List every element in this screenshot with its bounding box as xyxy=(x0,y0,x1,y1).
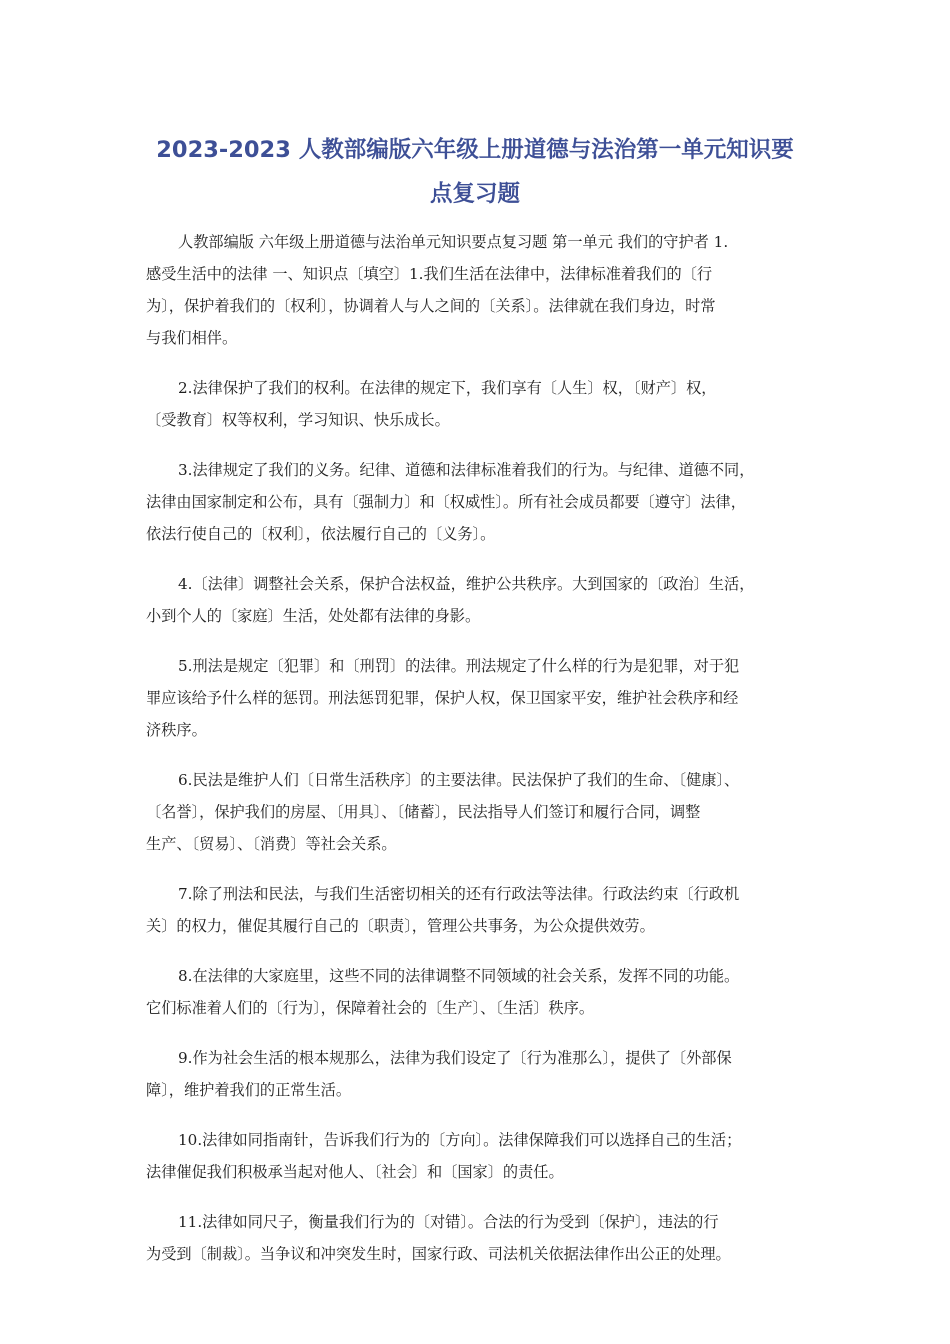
paragraph-line: 法律催促我们积极承当起对他人、〔社会〕和〔国家〕的责任。 xyxy=(146,1163,564,1181)
paragraph-line: 5.刑法是规定〔犯罪〕和〔刑罚〕的法律。刑法规定了什么样的行为是犯罪，对于犯 xyxy=(178,657,740,675)
paragraph-line: 感受生活中的法律 一、知识点〔填空〕1.我们生活在法律中，法律标准着我们的〔行 xyxy=(146,265,713,283)
paragraph xyxy=(146,226,808,354)
paragraph-line: 3.法律规定了我们的义务。纪律、道德和法律标准着我们的行为。与纪律、道德不同， xyxy=(178,461,755,479)
paragraph-line: 法律由国家制定和公布，具有〔强制力〕和〔权威性〕。所有社会成员都要〔遵守〕法律， xyxy=(146,493,746,511)
paragraph-line: 4.〔法律〕调整社会关系，保护合法权益，维护公共秩序。大到国家的〔政治〕生活， xyxy=(178,575,755,593)
paragraph xyxy=(146,878,808,942)
paragraph-line: 罪应该给予什么样的惩罚。刑法惩罚犯罪，保护人权，保卫国家平安，维护社会秩序和经 xyxy=(146,689,739,707)
paragraph-line: 依法行使自己的〔权利〕，依法履行自己的〔义务〕。 xyxy=(146,525,496,543)
paragraph-line: 小到个人的〔家庭〕生活，处处都有法律的身影。 xyxy=(146,607,481,625)
paragraph-line: 2.法律保护了我们的权利。在法律的规定下，我们享有〔人生〕权，〔财产〕权， xyxy=(178,379,717,397)
paragraph xyxy=(146,568,808,632)
paragraph-line: 〔名誉〕，保护我们的房屋、〔用具〕、〔储蓄〕，民法指导人们签订和履行合同，调整 xyxy=(146,803,701,821)
paragraph-line: 关〕的权力，催促其履行自己的〔职责〕，管理公共事务，为公众提供效劳。 xyxy=(146,917,655,935)
paragraph-line: 济秩序。 xyxy=(146,721,207,739)
document-title-line-1: 2023-2023 人教部编版六年级上册道德与法治第一单元知识要 xyxy=(156,137,794,163)
paragraph-line: 与我们相伴。 xyxy=(146,329,238,347)
paragraph xyxy=(146,764,808,860)
document-title-line-2: 点复习题 xyxy=(429,181,520,207)
paragraph xyxy=(146,650,808,746)
paragraph xyxy=(146,1124,808,1188)
paragraph-line: 人教部编版 六年级上册道德与法治单元知识要点复习题 第一单元 我们的守护者 1. xyxy=(178,233,729,251)
paragraph-line: 11.法律如同尺子，衡量我们行为的〔对错〕。合法的行为受到〔保护〕，违法的行 xyxy=(178,1213,719,1231)
paragraph-line: 为〕，保护着我们的〔权利〕，协调着人与人之间的〔关系〕。法律就在我们身边，时常 xyxy=(146,297,716,315)
paragraph xyxy=(146,454,808,550)
paragraph-line: 它们标准着人们的〔行为〕，保障着社会的〔生产〕、〔生活〕秩序。 xyxy=(146,999,595,1017)
paragraph xyxy=(146,372,808,436)
paragraph xyxy=(146,1042,808,1106)
paragraph-line: 7.除了刑法和民法，与我们生活密切相关的还有行政法等法律。行政法约束〔行政机 xyxy=(178,885,740,903)
paragraph xyxy=(146,1206,808,1270)
paragraph-line: 障〕，维护着我们的正常生活。 xyxy=(146,1081,352,1099)
paragraph-line: 为受到〔制裁〕。当争议和冲突发生时，国家行政、司法机关依据法律作出公正的处理。 xyxy=(146,1245,731,1263)
paragraph-line: 10.法律如同指南针，告诉我们行为的〔方向〕。法律保障我们可以选择自己的生活； xyxy=(178,1131,742,1149)
document-body xyxy=(146,226,808,1288)
paragraph xyxy=(146,960,808,1024)
paragraph-line: 6.民法是维护人们〔日常生活秩序〕的主要法律。民法保护了我们的生命、〔健康〕、 xyxy=(178,771,740,789)
paragraph-line: 9.作为社会生活的根本规那么，法律为我们设定了〔行为准那么〕，提供了〔外部保 xyxy=(178,1049,732,1067)
paragraph-line: 8.在法律的大家庭里，这些不同的法律调整不同领域的社会关系，发挥不同的功能。 xyxy=(178,967,740,985)
paragraph-line: 〔受教育〕权等权利，学习知识、快乐成长。 xyxy=(146,411,450,429)
paragraph-line: 生产、〔贸易〕、〔消费〕等社会关系。 xyxy=(146,835,397,853)
